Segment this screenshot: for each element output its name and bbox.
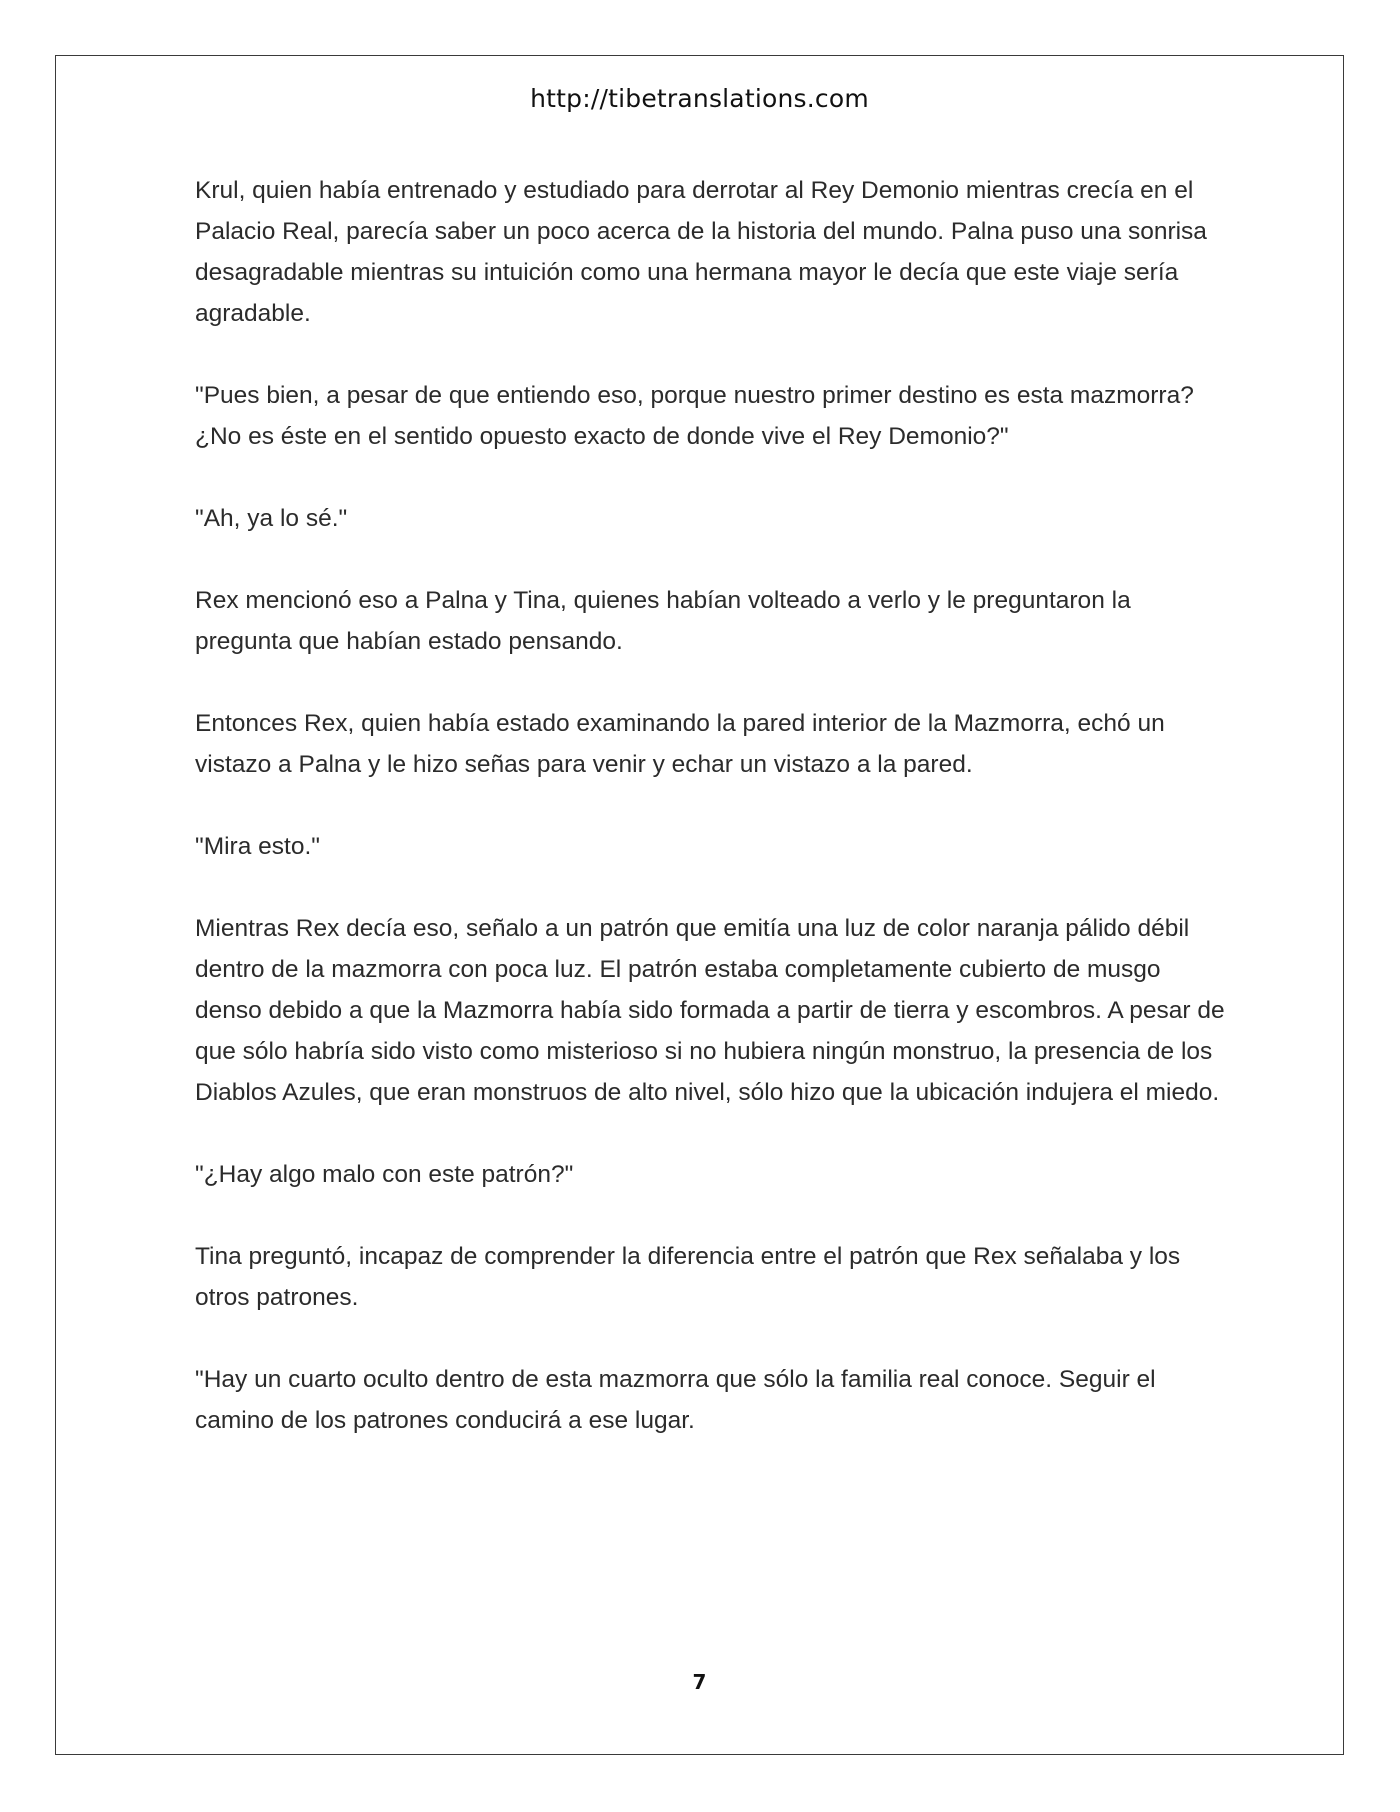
header-url: http://tibetranslations.com xyxy=(530,84,869,113)
document-body xyxy=(195,170,1225,1482)
paragraph: "Ah, ya lo sé." xyxy=(195,505,348,532)
page-number: 7 xyxy=(692,1670,707,1694)
paragraph: Entonces Rex, quien había estado examinando la pared interior de la Mazmorra, echó un vistazo a Palna y le hizo señas para venir y echar un vistazo a la pared. xyxy=(195,710,1165,778)
paragraph: Rex mencionó eso a Palna y Tina, quienes habían volteado a verlo y le preguntaron la pregunta que habían estado pensando. xyxy=(195,587,1131,655)
paragraph: Mientras Rex decía eso, señalo a un patrón que emitía una luz de color naranja pálido débil dentro de la mazmorra con poca luz. El patrón estaba completamente cubierto de musgo denso debido a que la Mazmorra había sido formada a partir de tierra y escombros. A pesar de que sólo habría sido visto como misterioso si no hubiera ningún monstruo, la presencia de los Diablos Azules, que eran monstruos de alto nivel, sólo hizo que la ubicación indujera el miedo. xyxy=(195,915,1225,1106)
paragraph: "Pues bien, a pesar de que entiendo eso, porque nuestro primer destino es esta mazmorra? ¿No es éste en el sentido opuesto exacto de donde vive el Rey Demonio?" xyxy=(195,382,1194,450)
paragraph: Tina preguntó, incapaz de comprender la diferencia entre el patrón que Rex señalaba y los otros patrones. xyxy=(195,1243,1181,1311)
paragraph: "Hay un cuarto oculto dentro de esta mazmorra que sólo la familia real conoce. Seguir el camino de los patrones conducirá a ese lugar. xyxy=(195,1366,1156,1434)
paragraph: "Mira esto." xyxy=(195,833,320,860)
paragraph: "¿Hay algo malo con este patrón?" xyxy=(195,1161,574,1188)
page-frame xyxy=(55,55,1344,1755)
paragraph: Krul, quien había entrenado y estudiado para derrotar al Rey Demonio mientras crecía en el Palacio Real, parecía saber un poco acerca de la historia del mundo. Palna puso una sonrisa desagradable mientras su intuición como una hermana mayor le decía que este viaje sería agradable. xyxy=(195,177,1207,327)
